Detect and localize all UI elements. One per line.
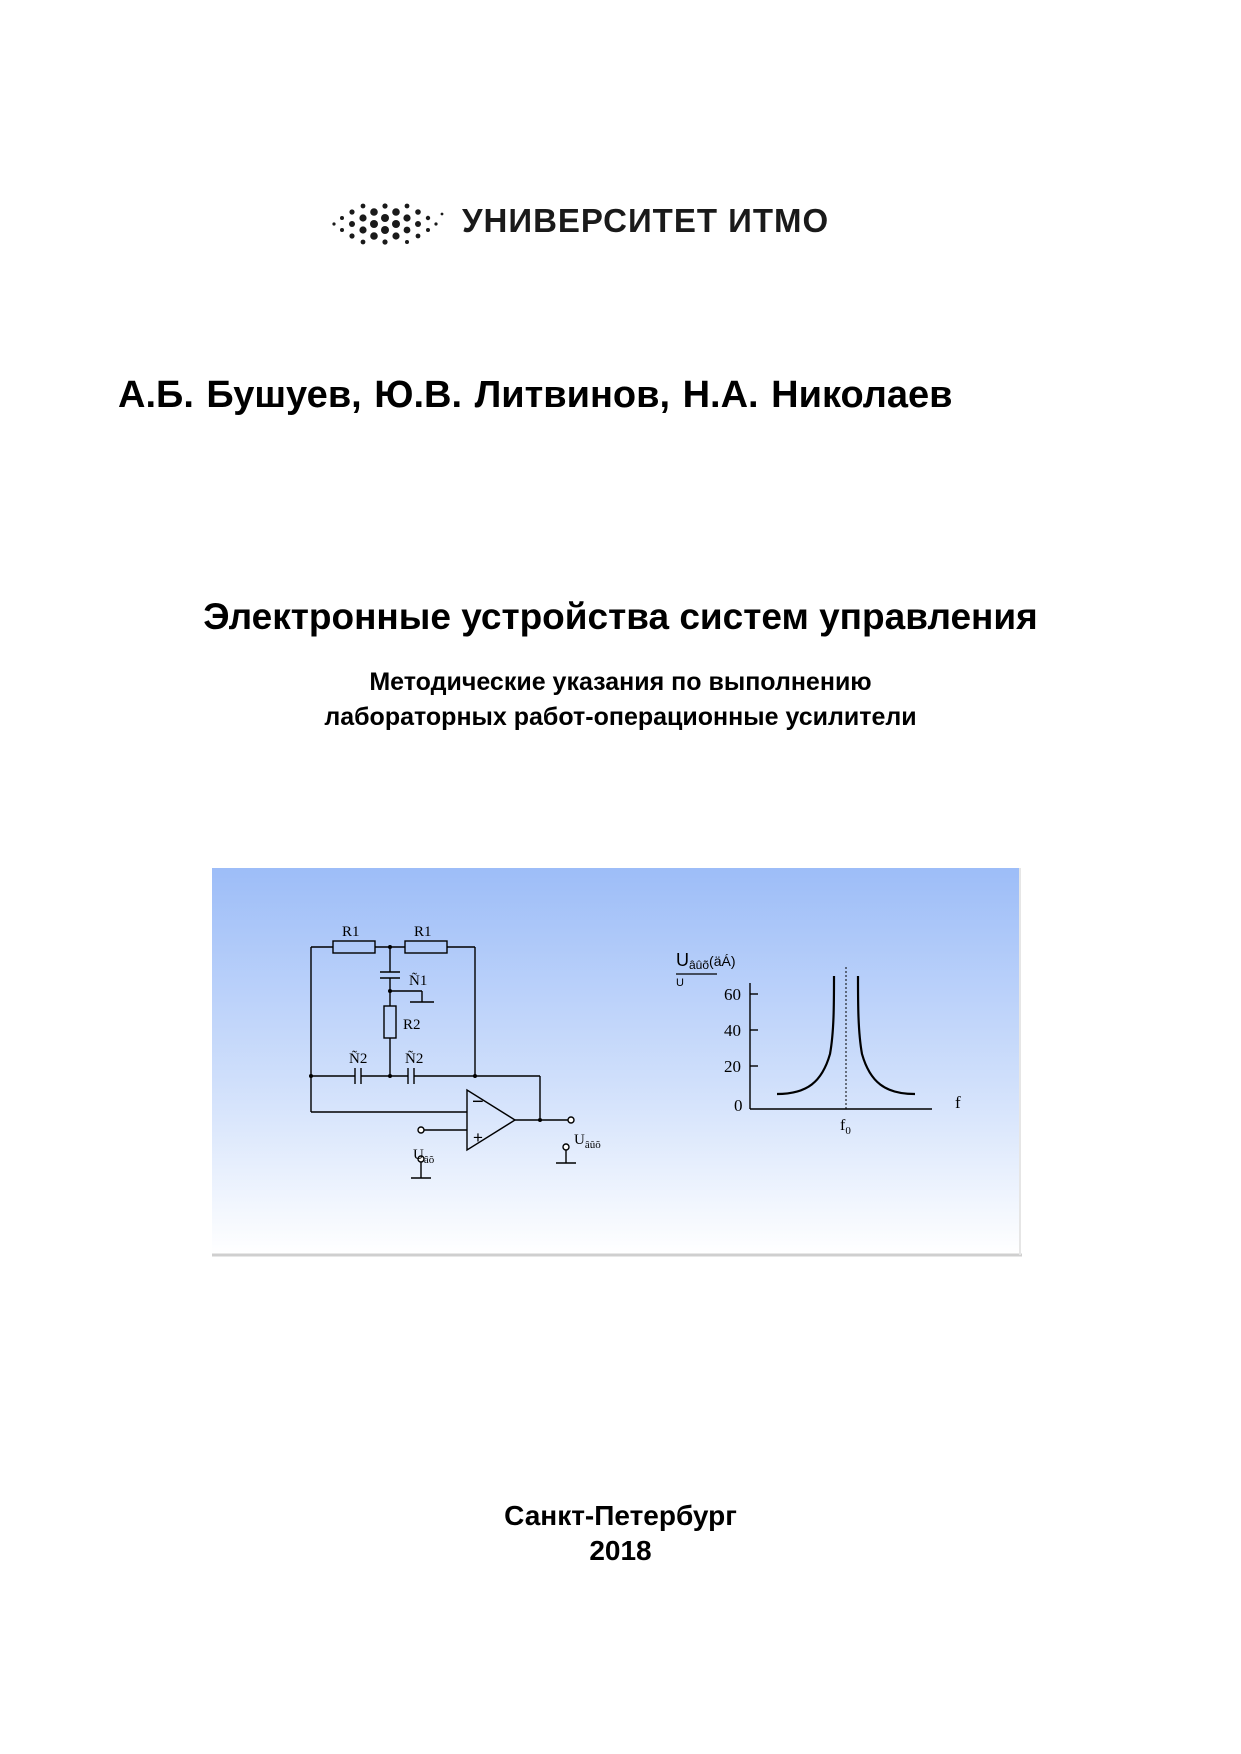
figure-background <box>212 868 1020 1254</box>
tick-60: 60 <box>724 985 741 1004</box>
year: 2018 <box>589 1535 652 1566</box>
label-c1: Ñ1 <box>409 973 428 989</box>
itmo-dots-icon <box>330 188 454 252</box>
label-u-in: $U_{âõ}$ <box>413 1147 435 1166</box>
graph-x-label: f <box>955 1093 961 1112</box>
city: Санкт-Петербург <box>504 1500 737 1531</box>
graph-y-denominator: U <box>676 977 684 989</box>
label-r1-left: R1 <box>342 924 360 940</box>
itmo-logo <box>330 188 850 252</box>
subtitle-line-1: Методические указания по выполнению <box>369 668 872 696</box>
label-minus: − <box>472 1091 484 1113</box>
cover-figure <box>212 868 1022 1258</box>
tick-20: 20 <box>724 1057 741 1076</box>
label-r2: R2 <box>403 1017 421 1033</box>
cover-figure-svg <box>212 868 1022 1258</box>
graph-f0-label: $f_0$ <box>840 1117 851 1137</box>
label-c2-right: Ñ2 <box>405 1051 424 1067</box>
label-r1-right: R1 <box>414 924 432 940</box>
tick-40: 40 <box>724 1021 741 1040</box>
subtitle-line-2: лабораторных работ-операционные усилители <box>324 703 917 731</box>
label-c2-left: Ñ2 <box>349 1051 368 1067</box>
logo-text: УНИВЕРСИТЕТ ИТМО <box>462 202 830 239</box>
tick-0: 0 <box>734 1096 743 1115</box>
label-plus: + <box>473 1128 483 1147</box>
document-title: Электронные устройства систем управления <box>203 596 1038 637</box>
label-u-out: $U_{âûõ}$ <box>574 1132 601 1151</box>
graph-y-label: Uâûõ(äÁ) <box>676 950 736 972</box>
authors: А.Б. Бушуев, Ю.В. Литвинов, Н.А. Николаев <box>118 374 953 416</box>
